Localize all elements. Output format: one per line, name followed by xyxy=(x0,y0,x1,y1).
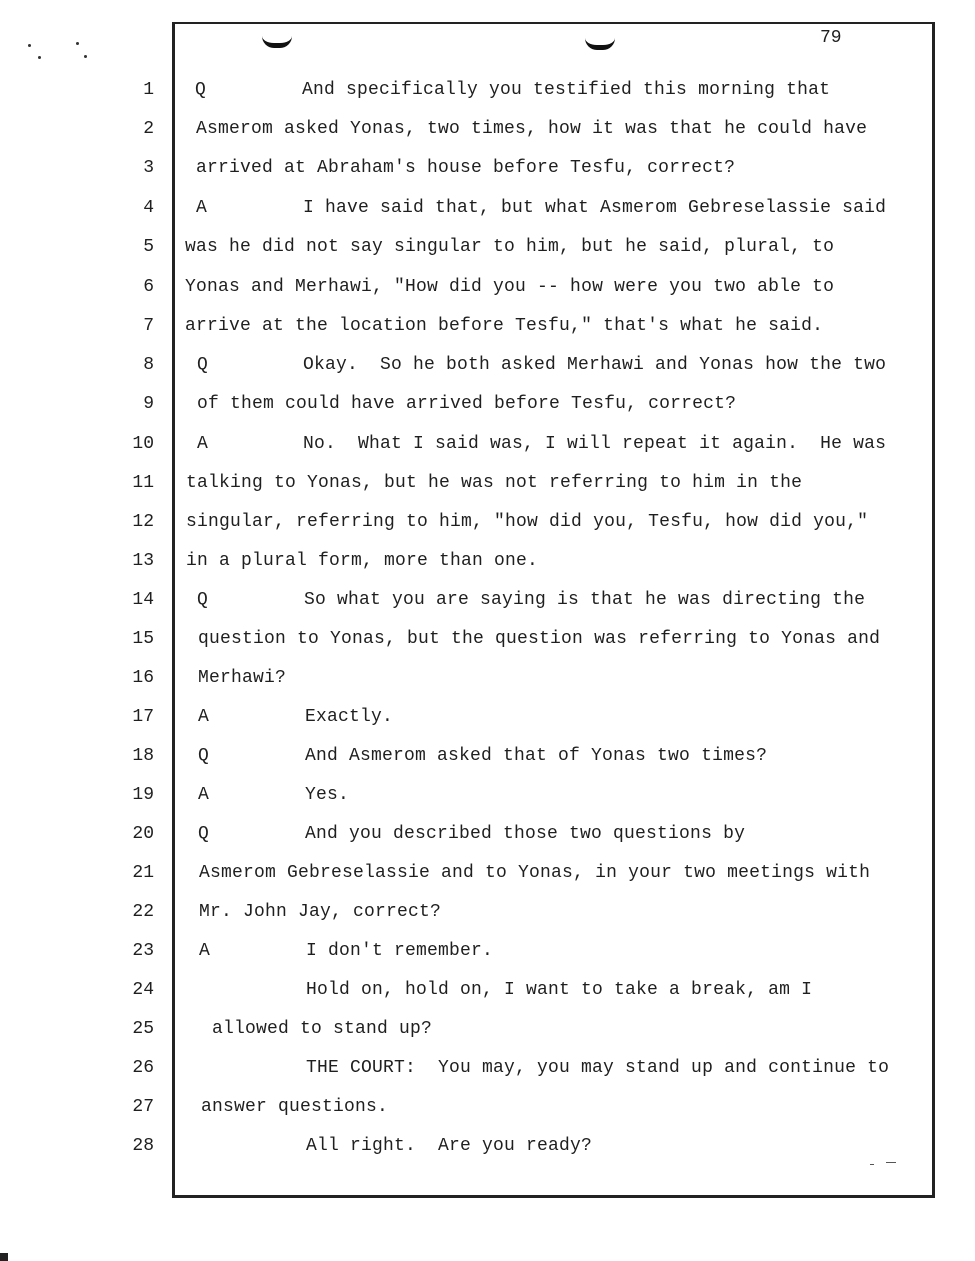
transcript-line: Asmerom Gebreselassie and to Yonas, in your two meetings with xyxy=(199,863,871,883)
transcript-line: of them could have arrived before Tesfu, correct? xyxy=(197,394,737,414)
line-number: 13 xyxy=(132,551,154,571)
line-number: 24 xyxy=(132,980,154,1000)
transcript-line: No. What I said was, I will repeat it again. He was xyxy=(303,434,887,454)
line-number: 28 xyxy=(132,1136,154,1156)
line-number: 23 xyxy=(132,941,154,961)
line-number: 21 xyxy=(132,863,154,883)
scan-speck xyxy=(84,55,87,58)
speaker-label: A xyxy=(196,198,208,218)
transcript-line: arrived at Abraham's house before Tesfu, correct? xyxy=(196,158,736,178)
speaker-label: Q xyxy=(197,590,209,610)
line-number: 7 xyxy=(143,316,154,336)
page-number: 79 xyxy=(820,28,842,48)
transcript-line: Merhawi? xyxy=(198,668,287,688)
speaker-label: Q xyxy=(197,355,209,375)
transcript-line: I have said that, but what Asmerom Gebreselassie said xyxy=(303,198,887,218)
line-number: 8 xyxy=(143,355,154,375)
line-number: 5 xyxy=(143,237,154,257)
line-number: 26 xyxy=(132,1058,154,1078)
transcript-line: Mr. John Jay, correct? xyxy=(199,902,442,922)
line-number: 16 xyxy=(132,668,154,688)
line-number: 6 xyxy=(143,277,154,297)
line-number: 15 xyxy=(132,629,154,649)
scan-speck xyxy=(38,56,41,59)
line-number: 14 xyxy=(132,590,154,610)
speaker-label: A xyxy=(198,707,210,727)
scan-edge-mark xyxy=(0,1253,8,1261)
scan-mark xyxy=(886,1162,896,1163)
line-number: 20 xyxy=(132,824,154,844)
transcript-line: THE COURT: You may, you may stand up and continue to xyxy=(306,1058,890,1078)
transcript-line: answer questions. xyxy=(201,1097,389,1117)
transcript-line: allowed to stand up? xyxy=(212,1019,433,1039)
line-number: 1 xyxy=(143,80,154,100)
line-number: 11 xyxy=(132,473,154,493)
transcript-line: Okay. So he both asked Merhawi and Yonas how the two xyxy=(303,355,887,375)
line-number: 3 xyxy=(143,158,154,178)
transcript-line: And Asmerom asked that of Yonas two times? xyxy=(305,746,768,766)
scan-mark xyxy=(870,1164,874,1165)
line-number: 18 xyxy=(132,746,154,766)
line-number: 10 xyxy=(132,434,154,454)
transcript-line: arrive at the location before Tesfu," that's what he said. xyxy=(185,316,824,336)
speaker-label: Q xyxy=(198,746,210,766)
transcript-line: I don't remember. xyxy=(306,941,494,961)
transcript-line: Asmerom asked Yonas, two times, how it was that he could have xyxy=(196,119,868,139)
line-number: 2 xyxy=(143,119,154,139)
transcript-line: So what you are saying is that he was directing the xyxy=(304,590,866,610)
speaker-label: A xyxy=(199,941,211,961)
scan-speck xyxy=(28,44,31,47)
transcript-line: in a plural form, more than one. xyxy=(186,551,539,571)
transcript-line: was he did not say singular to him, but he said, plural, to xyxy=(185,237,835,257)
transcript-line: singular, referring to him, "how did you, Tesfu, how did you," xyxy=(186,512,869,532)
transcript-line: Yonas and Merhawi, "How did you -- how were you two able to xyxy=(185,277,835,297)
line-number: 22 xyxy=(132,902,154,922)
transcript-line: talking to Yonas, but he was not referring to him in the xyxy=(186,473,803,493)
scan-speck xyxy=(76,42,79,45)
line-number: 4 xyxy=(143,198,154,218)
transcript-line: Exactly. xyxy=(305,707,394,727)
transcript-line: Yes. xyxy=(305,785,350,805)
transcript-line: All right. Are you ready? xyxy=(306,1136,593,1156)
speaker-label: A xyxy=(197,434,209,454)
line-number: 19 xyxy=(132,785,154,805)
transcript-line: And specifically you testified this morning that xyxy=(302,80,831,100)
transcript-line: And you described those two questions by xyxy=(305,824,746,844)
line-number: 27 xyxy=(132,1097,154,1117)
line-number: 25 xyxy=(132,1019,154,1039)
line-number: 17 xyxy=(132,707,154,727)
speaker-label: A xyxy=(198,785,210,805)
transcript-line: Hold on, hold on, I want to take a break, am I xyxy=(306,980,813,1000)
speaker-label: Q xyxy=(198,824,210,844)
line-number: 9 xyxy=(143,394,154,414)
line-number: 12 xyxy=(132,512,154,532)
speaker-label: Q xyxy=(195,80,207,100)
transcript-line: question to Yonas, but the question was referring to Yonas and xyxy=(198,629,881,649)
